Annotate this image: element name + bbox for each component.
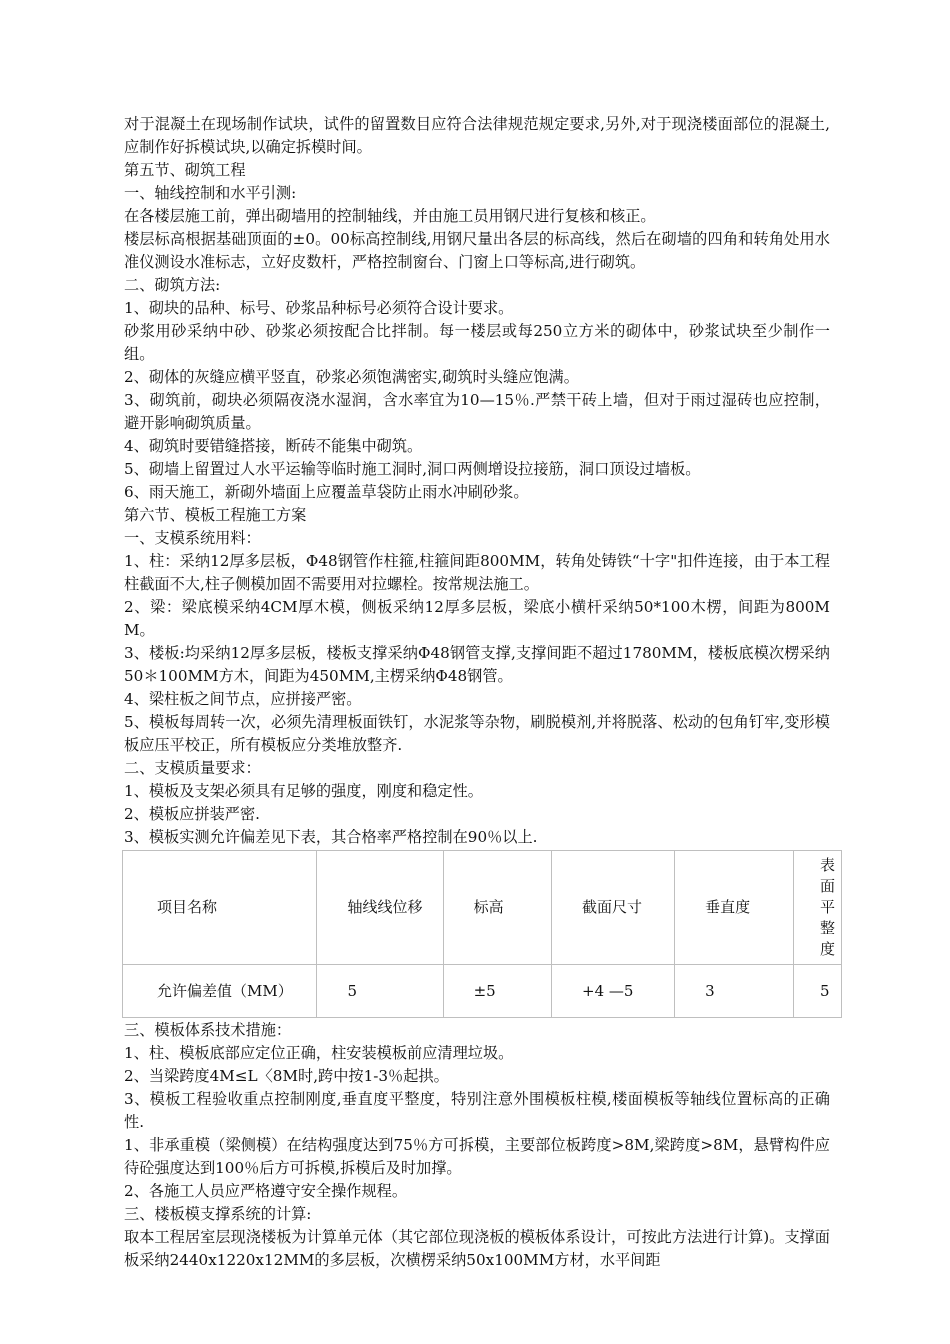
paragraph: 1、非承重模（梁侧模）在结构强度达到75％方可拆模，主要部位板跨度>8M,梁跨度>8M，悬臂构件应待砼强度达到100％后方可拆模,拆模后及时加撑。 [124,1136,830,1177]
paragraph: 楼层标高根据基础顶面的±0。00标高控制线,用钢尺量出各层的标高线，然后在砌墙的四角和转角处用水准仪测设水准标志，立好皮数杆，严格控制窗台、门窗上口等标高,进行砌筑。 [124,230,830,271]
paragraph: 2、砌体的灰缝应横平竖直，砂浆必须饱满密实,砌筑时头缝应饱满。 [124,368,579,386]
paragraph: 三、模板体系技术措施： [124,1021,292,1039]
paragraph: 2、梁：梁底模采纳4CM厚木模，侧板采纳12厚多层板，梁底小横杆采纳50*100木楞，间距为800MM。 [124,598,830,639]
paragraph: 1、砌块的品种、标号、砂浆品种标号必须符合设计要求。 [124,299,514,317]
table-header-cell: 轴线线位移 [317,851,443,965]
paragraph: 一、支模系统用料： [124,529,261,547]
table-row [123,965,842,1018]
paragraph: 3、楼板:均采纳12厚多层板，楼板支撑采纳Φ48钢管支撑,支撑间距不超过1780MM，楼板底模次楞采纳50＊100MM方木，间距为450MM,主楞采纳Φ48钢管。 [124,644,830,685]
table-header-row [123,851,842,965]
paragraph: 2、各施工人员应严格遵守安全操作规程。 [124,1182,408,1200]
tolerance-table [122,850,842,1018]
table-header-cell: 标高 [443,851,551,965]
paragraph: 6、雨天施工，新砌外墙面上应覆盖草袋防止雨水冲刷砂浆。 [124,483,529,501]
table-header-cell: 项目名称 [123,851,317,965]
paragraph: 二、砌筑方法: [124,276,221,294]
paragraph: 在各楼层施工前，弹出砌墙用的控制轴线，并由施工员用钢尺进行复核和核正。 [124,207,656,225]
paragraph: 对于混凝土在现场制作试块，试件的留置数目应符合法律规范规定要求,另外,对于现浇楼面部位的混凝土,应制作好拆模试块,以确定拆模时间。 [124,115,830,156]
paragraph: 2、模板应拼装严密. [124,805,260,823]
paragraph: 1、模板及支架必须具有足够的强度，刚度和稳定性。 [124,782,483,800]
paragraph: 一、轴线控制和水平引测: [124,184,297,202]
paragraph: 二、支模质量要求： [124,759,261,777]
document-page [124,113,835,1272]
table-header-cell: 垂直度 [675,851,794,965]
paragraph: 5、砌墙上留置过人水平运输等临时施工洞时,洞口两侧增设拉接筋，洞口顶设过墙板。 [124,460,701,478]
table-cell: ±5 [443,965,551,1018]
paragraph: 1、柱：采纳12厚多层板，Φ48钢管作柱箍,柱箍间距800MM，转角处铸铁“十字"扣件连接，由于本工程柱截面不大,柱子侧模加固不需要用对拉螺栓。按常规法施工。 [124,552,830,593]
paragraph: 4、砌筑时要错缝搭接，断砖不能集中砌筑。 [124,437,423,455]
table-cell: +4 —5 [552,965,675,1018]
table-cell: 5 [317,965,443,1018]
paragraph: 1、柱、模板底部应定位正确，柱安装模板前应清理垃圾。 [124,1044,514,1062]
paragraph: 4、梁柱板之间节点，应拼接严密。 [124,690,362,708]
paragraph: 3、砌筑前，砌块必须隔夜浇水湿润，含水率宜为10—15％.严禁干砖上墙，但对于雨过湿砖也应控制，避开影响砌筑质量。 [124,391,830,432]
table-header-cell: 截面尺寸 [552,851,675,965]
table-header-cell: 表面平整度 [793,851,841,965]
paragraph: 3、模板工程验收重点控制刚度,垂直度平整度，特别注意外围模板柱模,楼面模板等轴线位置标高的正确性. [124,1090,830,1131]
paragraph: 砂浆用砂采纳中砂、砂浆必须按配合比拌制。每一楼层或每250立方米的砌体中，砂浆试块至少制作一组。 [124,322,830,363]
table-cell: 5 [793,965,841,1018]
table-cell: 允许偏差值（MM） [123,965,317,1018]
body-text-bottom [124,1019,830,1272]
paragraph: 2、当梁跨度4M≤L〈8M时,跨中按1-3％起拱。 [124,1067,449,1085]
paragraph: 第五节、砌筑工程 [124,161,246,179]
table-cell: 3 [675,965,794,1018]
paragraph: 3、模板实测允许偏差见下表，其合格率严格控制在90％以上. [124,828,538,846]
paragraph: 5、模板每周转一次，必须先清理板面铁钉，水泥浆等杂物，刷脱模剂,并将脱落、松动的包角钉牢,变形模板应压平校正，所有模板应分类堆放整齐. [124,713,830,754]
paragraph: 取本工程居室层现浇楼板为计算单元体（其它部位现浇板的模板体系设计，可按此方法进行计算)。支撑面板采纳2440x1220x12MM的多层板，次横楞采纳50x100MM方材，水平间距 [124,1228,830,1269]
paragraph: 第六节、模板工程施工方案 [124,506,307,524]
body-text-top [124,113,830,849]
paragraph: 三、楼板模支撑系统的计算: [124,1205,312,1223]
